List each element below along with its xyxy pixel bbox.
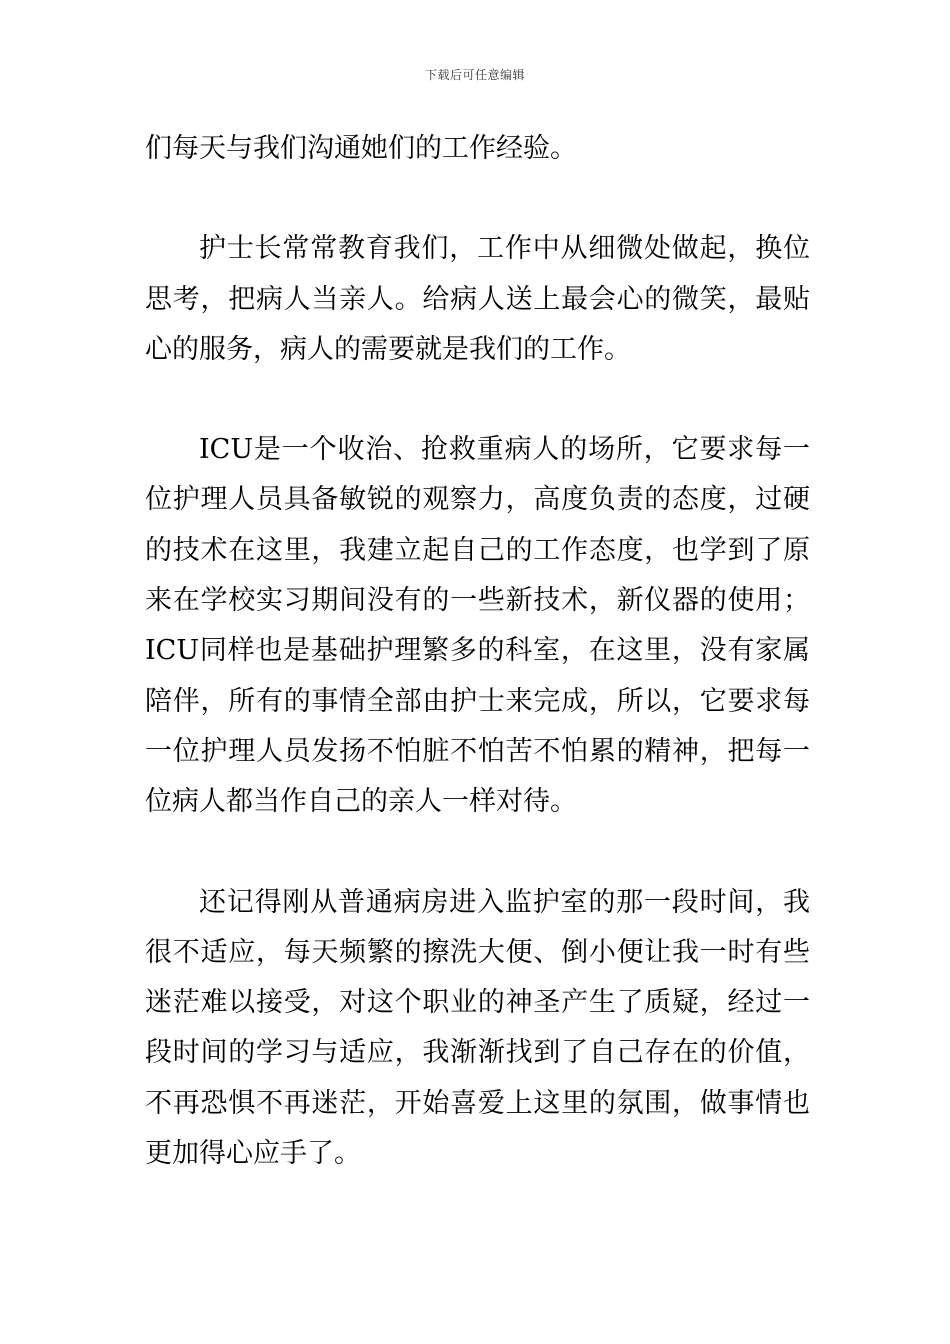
paragraph-continuation: 们每天与我们沟通她们的工作经验。 <box>145 133 577 164</box>
paragraph-head-nurse: 护士长常常教育我们，工作中从细微处做起，换位思考，把病人当亲人。给病人送上最会心的微笑，最贴心的服务，病人的需要就是我们的工作。 <box>145 233 810 365</box>
paragraph-adaptation: 还记得刚从普通病房进入监护室的那一段时间，我很不适应，每天频繁的擦洗大便、倒小便让我一时有些迷茫难以接受，对这个职业的神圣产生了质疑，经过一段时间的学习与适应，我渐渐找到了自己存在的价值，不再恐惧不再迷茫，开始喜爱上这里的氛围，做事情也更加得心应手了。 <box>145 886 810 1170</box>
document-body <box>145 124 810 1229</box>
paragraph-icu: ICU是一个收治、抢救重病人的场所，它要求每一位护理人员具备敏锐的观察力，高度负责的态度，过硬的技术在这里，我建立起自己的工作态度，也学到了原来在学校实习期间没有的一些新技术，新仪器的使用；ICU同样也是基础护理繁多的科室，在这里，没有家属陪伴，所有的事情全部由护士来完成，所以，它要求每一位护理人员发扬不怕脏不怕苦不怕累的精神，把每一位病人都当作自己的亲人一样对待。 <box>145 434 810 818</box>
page-header: 下载后可任意编辑 <box>424 68 525 82</box>
